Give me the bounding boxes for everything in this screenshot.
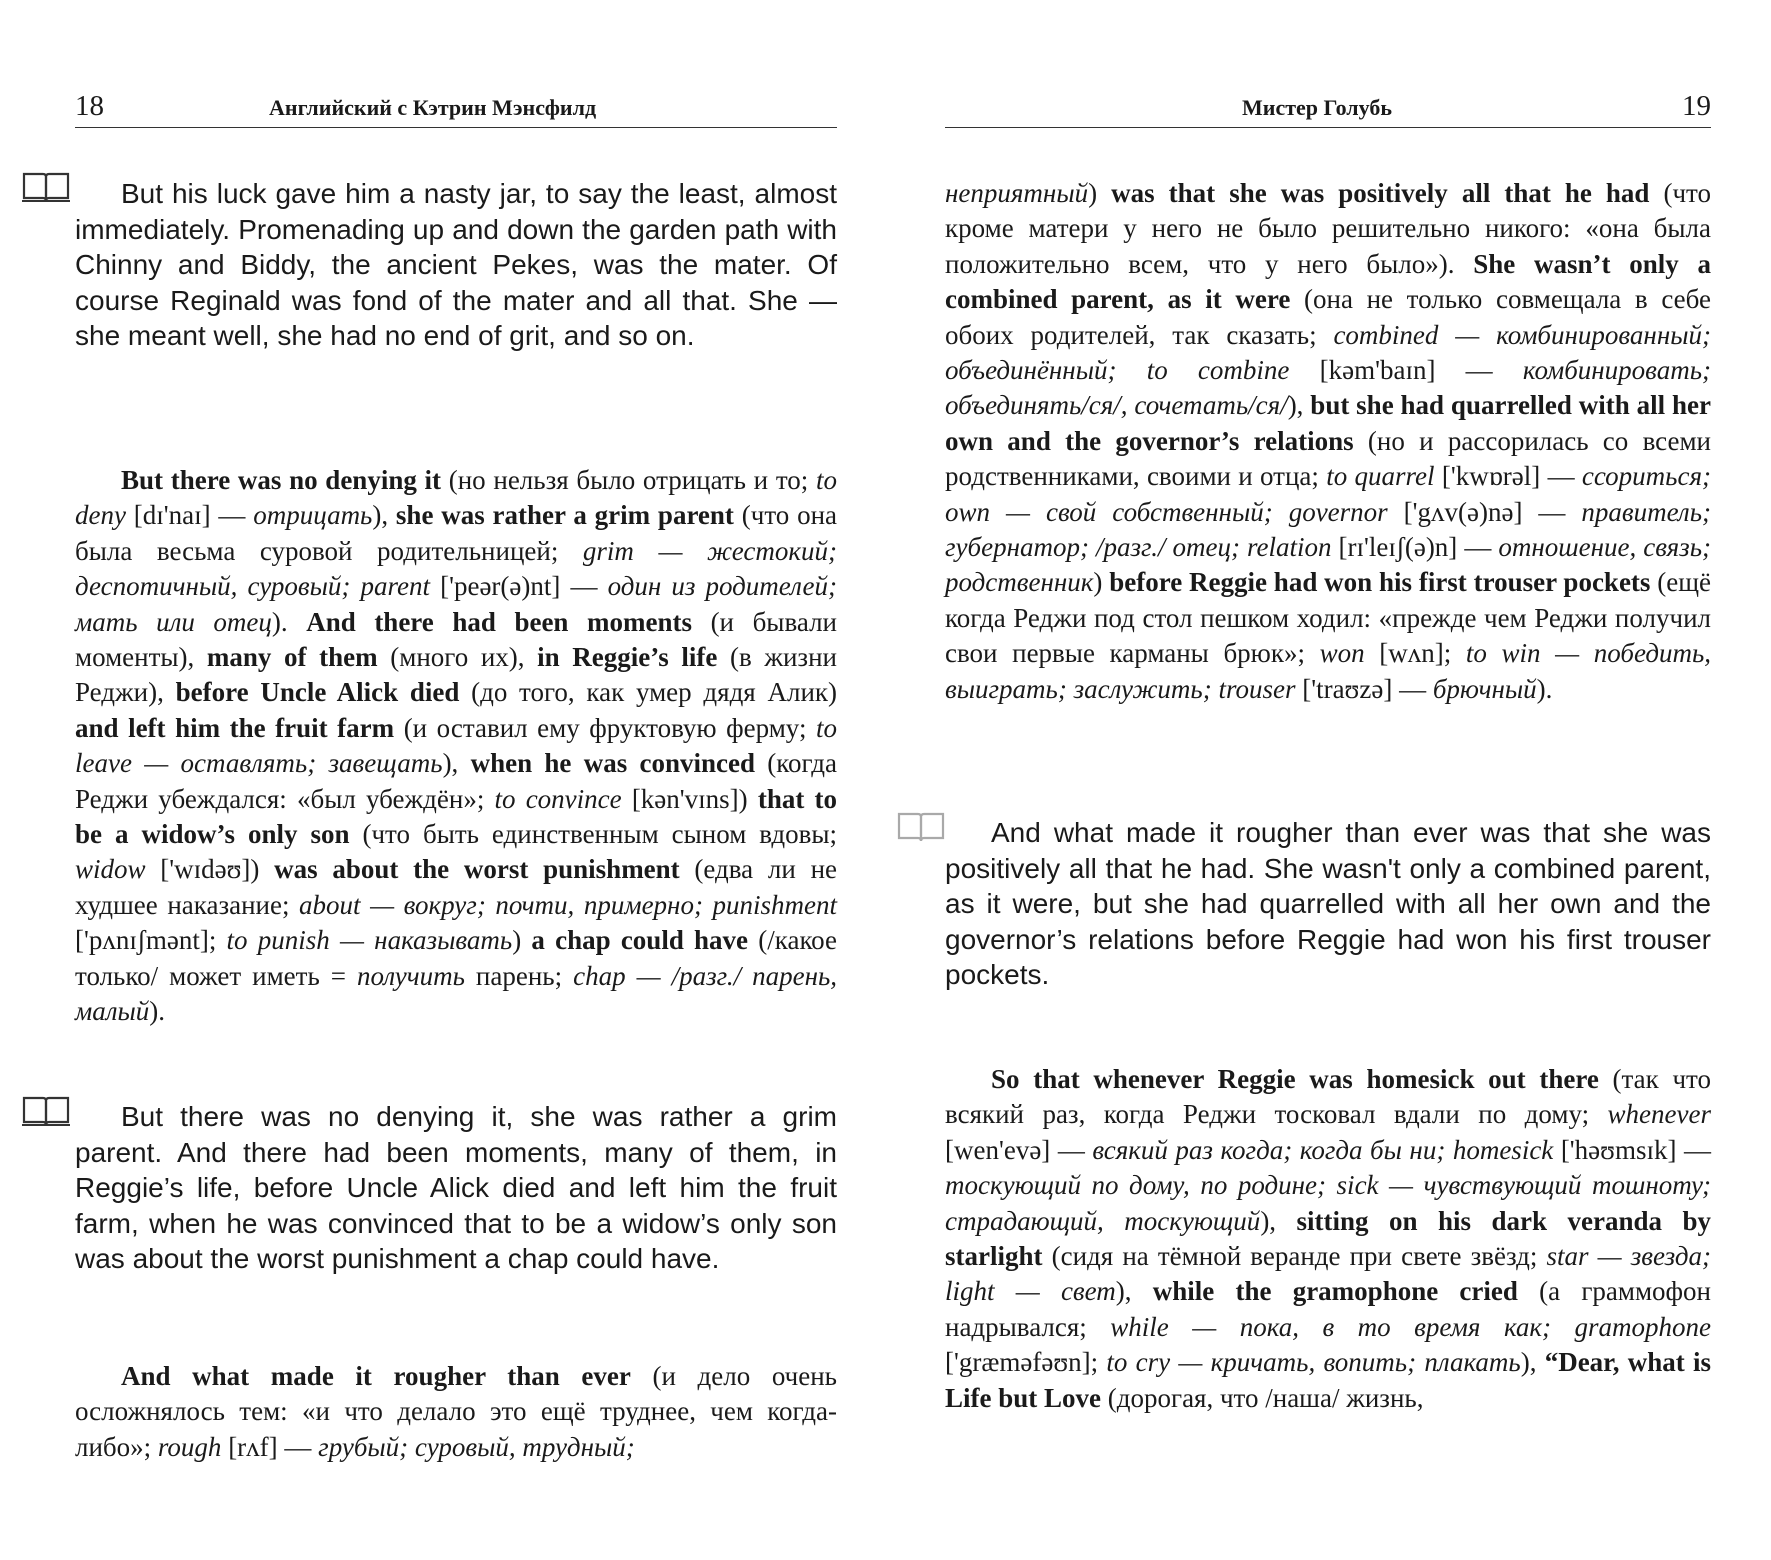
translation-text: (так что всякий раз, когда Реджи тосковал вдали по дому;	[945, 1064, 1711, 1130]
gloss-text: to convince	[494, 783, 622, 814]
source-phrase: But there was no denying it	[121, 465, 442, 495]
translation-text: (но и рассорилась со всеми родственниками, своими и отца;	[945, 425, 1711, 492]
translation-text: ['kwɒrəl] —	[1434, 461, 1582, 492]
translation-text: (дорогая, что /наша/ жизнь,	[1101, 1382, 1424, 1413]
annotated-paragraph	[945, 1062, 1711, 1416]
translation-text: [wen'evə] —	[945, 1134, 1093, 1165]
translation-text: )	[1088, 178, 1112, 208]
gloss-text: to deny	[75, 465, 837, 531]
translation-text: (и оставил ему фруктовую ферму;	[394, 712, 816, 743]
translation-text: ).	[271, 606, 307, 637]
source-phrase: before Reggie had won his first trouser pockets	[1109, 567, 1651, 598]
gloss-text: won	[1319, 638, 1365, 669]
translation-text: )	[512, 925, 532, 956]
header-rule	[945, 127, 1711, 128]
translation-text: ).	[149, 996, 166, 1027]
translation-text: ['traʊzə] —	[1295, 673, 1433, 704]
translation-text: ),	[442, 748, 471, 779]
gloss-text: grim — жестокий; деспотичный, суровый; parent	[75, 535, 837, 602]
gloss-text: chap — /разг./ парень, малый	[75, 960, 837, 1027]
translation-text: (а граммофон надрывался;	[945, 1276, 1711, 1342]
translation-text: ),	[372, 500, 396, 531]
left-page	[0, 0, 885, 1560]
gloss-text: rough	[157, 1431, 222, 1462]
annotated-text	[945, 1062, 1711, 1416]
gloss-text: грубый; суровый, трудный;	[318, 1431, 635, 1462]
gloss-text: всякий раз когда; когда бы ни; homesick	[1092, 1134, 1554, 1165]
gloss-text: правитель; губернатор; /разг./ отец; relation	[945, 496, 1711, 563]
gloss-text: неприятный	[945, 178, 1089, 208]
header-rule	[75, 127, 837, 128]
translation-text: (до того, как умер дядя Алик)	[459, 677, 837, 708]
translation-text: [dɪ'naɪ] —	[125, 500, 254, 531]
gloss-text: to quarrel	[1326, 461, 1435, 492]
open-book-icon	[896, 810, 946, 844]
gloss-text: один из родителей; мать или отец	[75, 571, 838, 637]
annotated-text	[75, 1359, 837, 1465]
translation-text: (что она была весьма суровой родительницей;	[75, 500, 838, 566]
translation-text: ['peər(ə)nt] —	[430, 571, 608, 602]
translation-text: (и дело очень осложнялось тем: «и что делало это ещё труднее, чем когда-либо»;	[75, 1361, 837, 1462]
gloss-text: to punish — наказывать	[226, 925, 513, 956]
annotated-text	[75, 463, 837, 1030]
translation-text: ['græməfəʊn];	[945, 1347, 1107, 1378]
source-phrase: when he was convinced	[470, 748, 756, 779]
source-phrase: but she had quarrelled with all her own and the governor’s relations	[945, 390, 1711, 456]
gloss-text: combined — комбинированный; объединённый; to combine	[945, 319, 1712, 386]
source-phrase: And what made it rougher than ever	[121, 1361, 631, 1391]
translation-text: (сидя на тёмной веранде при свете звёзд;	[1042, 1241, 1547, 1272]
source-phrase: a chap could have	[531, 925, 749, 956]
translation-text: (едва ли не худшее наказание;	[75, 854, 838, 920]
gloss-text: widow	[75, 854, 146, 885]
translation-text: ['həʊmsɪk] —	[1553, 1134, 1711, 1165]
source-phrase: So that whenever Reggie was homesick out there	[991, 1064, 1599, 1094]
translation-text: ),	[1260, 1205, 1297, 1236]
annotated-paragraph	[945, 176, 1711, 707]
english-paragraph	[945, 815, 1711, 993]
source-phrase: she was rather a grim parent	[395, 500, 734, 531]
translation-text: [wʌn];	[1364, 638, 1466, 669]
source-phrase: was that she was positively all that he had	[1111, 178, 1650, 208]
annotated-text	[945, 176, 1711, 707]
annotated-paragraph	[75, 463, 837, 1030]
source-phrase: in Reggie’s life	[537, 642, 718, 673]
translation-text: (много их),	[377, 642, 538, 673]
source-phrase: “Dear, what is Life but Love	[945, 1347, 1711, 1413]
gloss-text: star — звезда; light — свет	[945, 1241, 1711, 1307]
source-phrase: sitting on his dark veranda by starlight	[945, 1205, 1711, 1272]
source-phrase: She wasn’t only a combined parent, as it were	[945, 248, 1711, 315]
gloss-text: ссориться; own — свой собственный; governor	[945, 461, 1711, 527]
translation-text: (когда Реджи убеждался: «был убеждён»;	[75, 748, 837, 814]
right-page	[885, 0, 1771, 1560]
translation-text: ['gʌv(ə)nə] —	[1387, 496, 1582, 527]
translation-text: ),	[1287, 390, 1311, 421]
gloss-text: while — пока, в то время как; gramophone	[1110, 1311, 1711, 1342]
translation-text: (она не только совмещала в себе обоих родителей, так сказать;	[945, 284, 1711, 350]
gloss-text: комбинировать; объединять/ся/, сочетать/ся/	[945, 355, 1711, 421]
translation-text: )	[1093, 567, 1110, 598]
paragraph-text: But his luck gave him a nasty jar, to say the least, almost immediately. Promenading up and down the garden path with Chinny and Biddy, the ancient Pekes, was the mater. Of course Reginald was fond of the mater and all that. She — she meant well, she had no end of grit, and so on.	[75, 178, 837, 351]
translation-text: (что кроме матери у него не было решительно никого: «она была положительно всем, что у него было»).	[945, 178, 1711, 279]
source-phrase: that to be a widow’s only son	[75, 783, 837, 850]
paragraph-text: And what made it rougher than ever was that she was positively all that he had. She wasn't only a combined parent, as it were, but she had quarrelled with all her own and the governor’s relations before Reggie had won his first trouser pockets.	[945, 817, 1711, 990]
paragraph-text: But there was no denying it, she was rather a grim parent. And there had been moments, many of them, in Reggie’s life, before Uncle Alick died and left him the fruit farm, when he was convinced that to be a widow’s only son was about the worst punishment a chap could have.	[75, 1101, 837, 1274]
translation-text: [rɪ'leɪʃ(ə)n] —	[1331, 532, 1499, 563]
source-phrase: was about the worst punishment	[274, 854, 680, 885]
gloss-text: whenever	[1607, 1099, 1711, 1130]
source-phrase: many of them	[206, 642, 378, 673]
translation-text: ['wɪdəʊ])	[145, 854, 275, 885]
gloss-text: получить	[357, 960, 465, 991]
page-number: 18	[75, 90, 104, 122]
translation-text: (но нельзя было отрицать и то;	[441, 465, 816, 495]
translation-text: [rʌf] —	[221, 1431, 319, 1462]
source-phrase: and left him the fruit farm	[75, 712, 395, 743]
gloss-text: отрицать	[253, 500, 373, 531]
translation-text: (/какое только/ может иметь =	[75, 925, 837, 991]
page-number: 19	[1682, 90, 1711, 122]
open-book-icon	[21, 170, 71, 204]
translation-text: (в жизни Реджи),	[75, 642, 837, 708]
english-paragraph	[75, 176, 837, 354]
gloss-text: about — вокруг; почти, примерно; punishment	[299, 889, 837, 920]
translation-text: ['pʌnɪʃmənt];	[75, 925, 227, 956]
translation-text: ),	[1115, 1276, 1153, 1307]
source-phrase: before Uncle Alick died	[175, 677, 460, 708]
open-book-icon	[21, 1094, 71, 1128]
translation-text: [kən'vɪns])	[621, 783, 758, 814]
translation-text: ),	[1520, 1347, 1545, 1378]
translation-text: [kəm'baɪn] —	[1289, 355, 1523, 386]
gloss-text: отношение, связь; родственник	[945, 532, 1711, 598]
gloss-text: to leave — оставлять; завещать	[75, 712, 838, 779]
gloss-text: to win — победить, выиграть; заслужить; trouser	[945, 638, 1712, 704]
translation-text: ).	[1536, 673, 1553, 704]
gloss-text: тоскующий по дому, по родине; sick — чувствующий тошноту; страдающий, тоскующий	[945, 1170, 1711, 1236]
translation-text: парень;	[464, 960, 574, 991]
translation-text: (ещё когда Реджи под стол пешком ходил: «прежде чем Реджи получил свои первые карманы брюк»;	[945, 567, 1711, 669]
translation-text: (что быть единственным сыном вдовы;	[349, 819, 837, 850]
gloss-text: брючный	[1432, 673, 1537, 704]
gloss-text: to cry — кричать, вопить; плакать	[1106, 1347, 1521, 1378]
translation-text: (и бывали моменты),	[75, 606, 837, 673]
english-paragraph	[75, 1099, 837, 1277]
running-title: Английский с Кэтрин Мэнсфилд	[269, 95, 597, 120]
running-title: Мистер Голубь	[1242, 95, 1392, 120]
source-phrase: And there had been moments	[306, 606, 692, 637]
source-phrase: while the gramophone cried	[1152, 1276, 1518, 1307]
annotated-paragraph	[75, 1359, 837, 1465]
